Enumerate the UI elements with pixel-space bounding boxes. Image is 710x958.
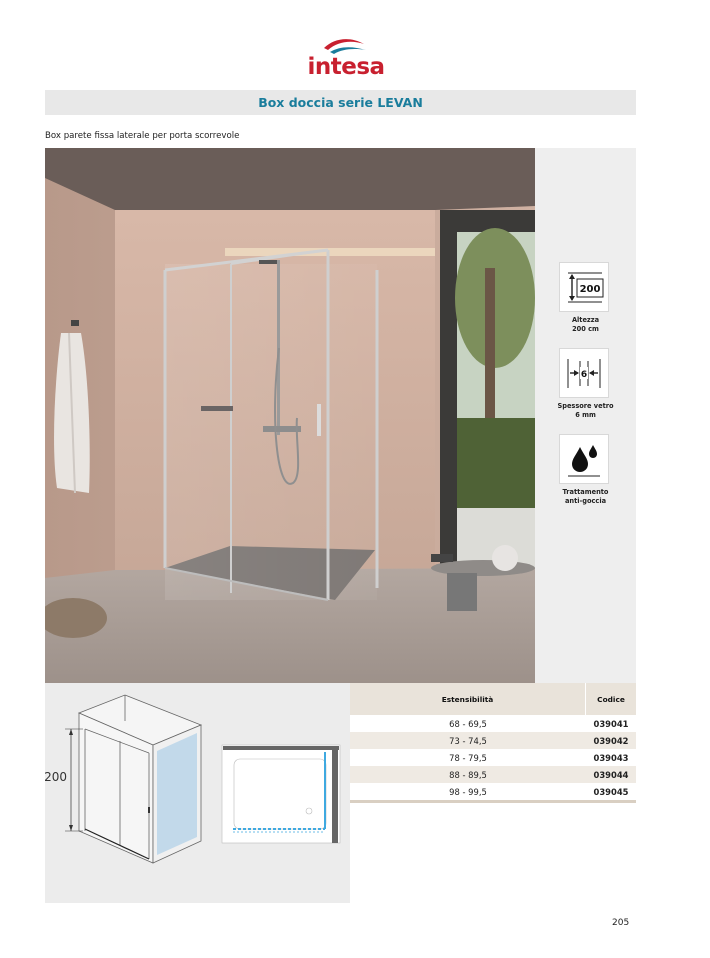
- cell-extensibility: 73 - 74,5: [449, 735, 487, 746]
- features-panel: [535, 148, 636, 683]
- table-header: [350, 683, 636, 715]
- header-code: Codice: [597, 694, 625, 704]
- header-extensibility: Estensibilità: [350, 683, 586, 715]
- height-value: 200: [579, 284, 601, 295]
- table-footer-rule: [350, 800, 636, 803]
- cell-extensibility: 88 - 89,5: [449, 769, 487, 780]
- table-row: [350, 783, 636, 800]
- title-bar: [45, 90, 636, 115]
- logo-swoosh-icon: [320, 36, 370, 56]
- glass-thickness-icon: [559, 348, 609, 398]
- anti-drop-label: Trattamento anti-goccia: [562, 488, 609, 505]
- page-number: 205: [612, 918, 630, 928]
- table-row: [350, 749, 636, 766]
- brand-name: intesa: [307, 54, 385, 80]
- cell-extensibility: 68 - 69,5: [449, 718, 487, 729]
- cell-code: 039045: [593, 786, 629, 797]
- table-row: [350, 766, 636, 783]
- height-icon: [559, 262, 609, 312]
- cell-code: 039044: [593, 769, 629, 780]
- drops-icon: [559, 434, 609, 484]
- glass-value: 6: [580, 370, 588, 380]
- diagram-height-label: 200: [45, 770, 67, 784]
- page-title: Box doccia serie LEVAN: [258, 95, 423, 110]
- glass-thickness-label: Spessore vetro 6 mm: [557, 402, 614, 419]
- cell-code: 039043: [593, 752, 629, 763]
- cell-extensibility: 98 - 99,5: [449, 786, 487, 797]
- technical-drawings: [45, 683, 350, 903]
- product-codes-table: [350, 683, 636, 803]
- product-subtitle: Box parete fissa laterale per porta scorrevole: [45, 131, 240, 141]
- brand-logo: [300, 36, 390, 84]
- product-photo: [45, 148, 535, 683]
- table-row: [350, 715, 636, 732]
- cell-code: 039042: [593, 735, 629, 746]
- cell-extensibility: 78 - 79,5: [449, 752, 487, 763]
- technical-drawing: [45, 683, 350, 903]
- table-row: [350, 732, 636, 749]
- cell-code: 039041: [593, 718, 629, 729]
- height-label: Altezza 200 cm: [571, 316, 600, 333]
